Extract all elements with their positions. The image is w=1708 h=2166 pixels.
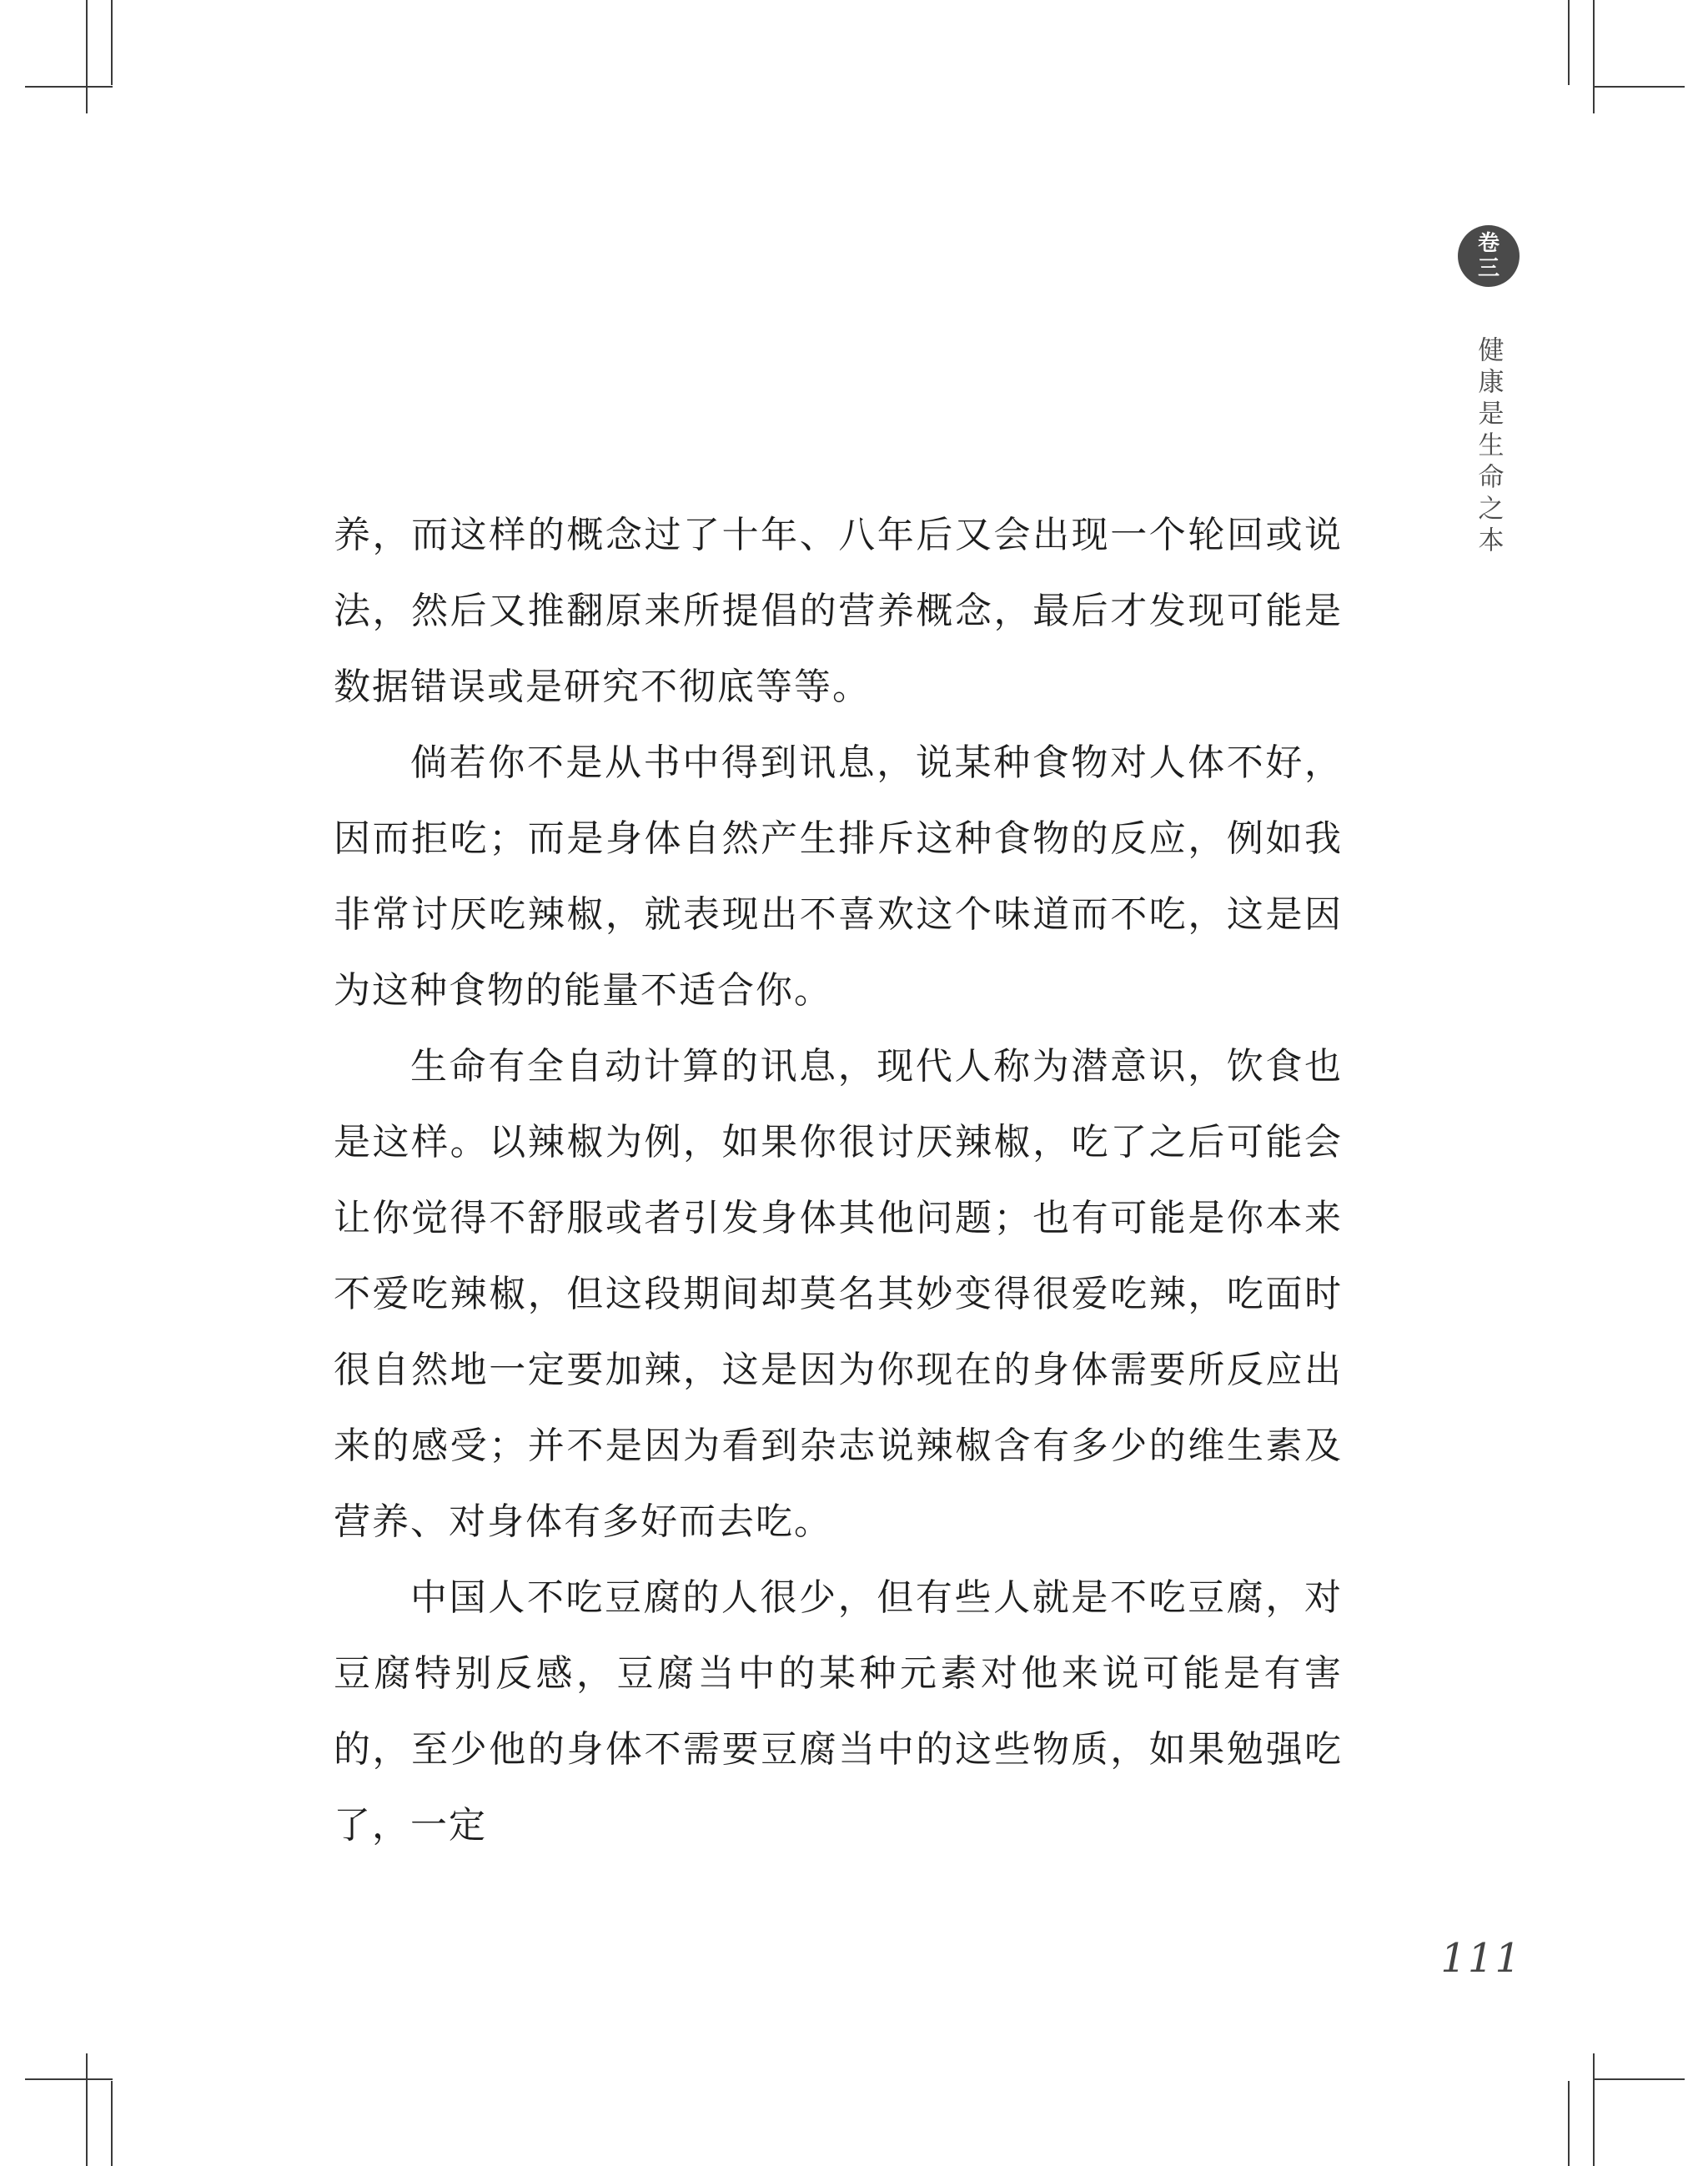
crop-mark-top-left-horizontal (25, 86, 113, 88)
section-title-vertical: 健康是生命之本 (1473, 336, 1504, 558)
volume-badge-char-2: 三 (1477, 256, 1500, 281)
crop-mark-bottom-left-vertical-inner (111, 2081, 113, 2166)
chapter-side-tab (1458, 225, 1520, 597)
crop-mark-bottom-right-vertical-inner (1568, 2081, 1570, 2166)
paragraph-4: 中国人不吃豆腐的人很少，但有些人就是不吃豆腐，对豆腐特别反感，豆腐当中的某种元素对他来说可能是有害的，至少他的身体不需要豆腐当中的这些物质，如果勉强吃了，一定 (334, 1576, 1343, 1847)
paragraph-3: 生命有全自动计算的讯息，现代人称为潜意识，饮食也是这样。以辣椒为例，如果你很讨厌辣椒，吃了之后可能会让你觉得不舒服或者引发身体其他问题；也有可能是你本来不爱吃辣椒，但这段期间却莫名其妙变得很爱吃辣，吃面时很自然地一定要加辣，这是因为你现在的身体需要所反应出来的感受；并不是因为看到杂志说辣椒含有多少的维生素及营养、对身体有多好而去吃。 (334, 1045, 1343, 1543)
volume-badge-char-1: 卷 (1477, 231, 1500, 256)
paragraph-1: 养，而这样的概念过了十年、八年后又会出现一个轮回或说法，然后又推翻原来所提倡的营养概念，最后才发现可能是数据错误或是研究不彻底等等。 (334, 514, 1343, 708)
volume-badge (1458, 225, 1520, 287)
paragraph-2: 倘若你不是从书中得到讯息，说某种食物对人体不好，因而拒吃；而是身体自然产生排斥这种食物的反应，例如我非常讨厌吃辣椒，就表现出不喜欢这个味道而不吃，这是因为这种食物的能量不适合你。 (334, 741, 1343, 1012)
crop-mark-top-right-horizontal (1593, 86, 1685, 88)
crop-mark-top-left-vertical-outer (86, 0, 88, 113)
crop-mark-bottom-right-vertical-outer (1593, 2053, 1595, 2166)
crop-mark-bottom-left-horizontal (25, 2078, 113, 2080)
crop-mark-bottom-left-vertical-outer (86, 2053, 88, 2166)
crop-mark-top-right-vertical-outer (1593, 0, 1595, 113)
crop-mark-top-left-vertical-inner (111, 0, 113, 85)
page-number: 111 (1440, 1935, 1522, 1982)
crop-mark-bottom-right-horizontal (1593, 2078, 1685, 2080)
body-text (334, 497, 1343, 1863)
crop-mark-top-right-vertical-inner (1568, 0, 1570, 85)
